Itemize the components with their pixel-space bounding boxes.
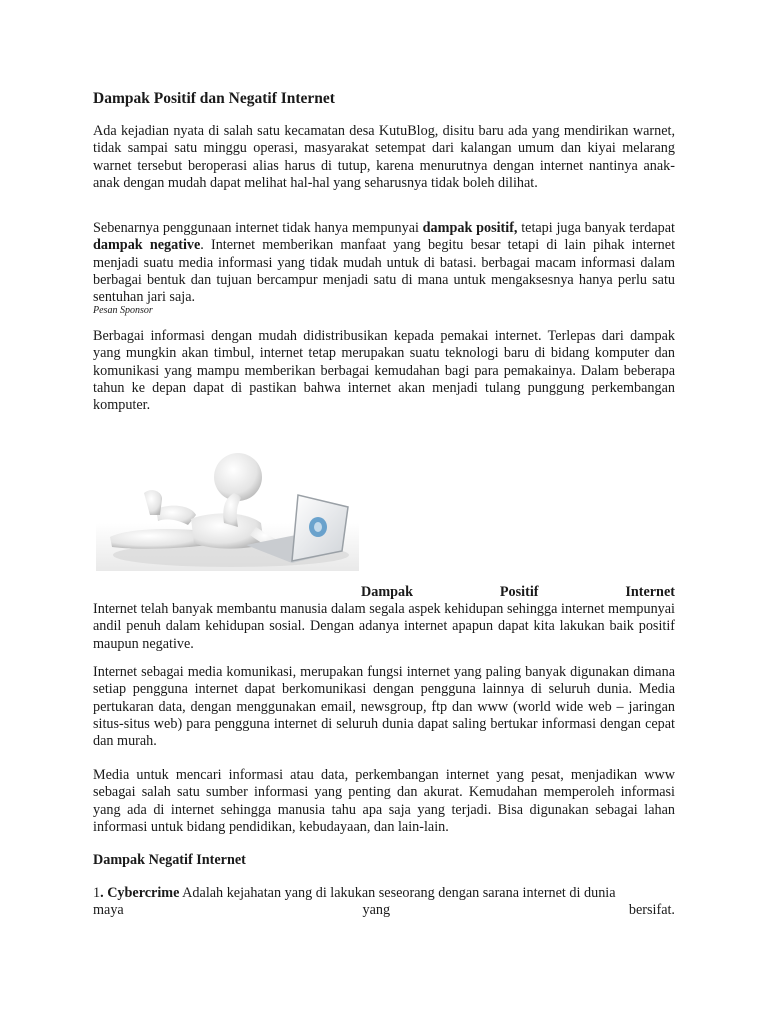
list-item-cybercrime-continued [93,902,675,919]
cybercrime-line2-word-3: bersifat. [628,902,675,918]
paragraph-overview-text-1: Sebenarnya penggunaan internet tidak hanya mempunyai [93,220,423,236]
positive-heading-word-1: Dampak [361,584,414,600]
cybercrime-term: . Cybercrime [100,885,180,901]
paragraph-overview-text-3: . Internet memberikan manfaat yang begitu besar tetapi di lain pihak internet menjadi suatu media informasi yang tidak mudah untuk di batasi. berbagai macam informasi dalam berbagai bentuk dan tujuan bercampur menjadi satu di mana untuk mengaksesnya hanya perlu satu sentuhan jari saja. [93,237,676,306]
paragraph-overview-text-2: tetapi juga banyak terdapat [517,220,675,236]
paragraph-distribution: Berbagai informasi dengan mudah didistribusikan kepada pemakai internet. Terlepas dari dampak yang mungkin akan timbul, internet tetap merupakan suatu teknologi baru di bidang komputer dan komunikasi yang mampu memberikan berbagai kemudahan bagi para pemakainya. Dalam beberapa tahun ke depan dapat di pastikan bahwa internet akan menjadi tulang punggung perkembangan komputer. [93,328,675,414]
list-item-cybercrime [93,885,675,902]
sponsor-label: Pesan Sponsor [93,305,153,316]
document-title: Dampak Positif dan Negatif Internet [93,90,335,107]
dampak-positif-emphasis: dampak positif, [422,220,518,236]
positive-impact-heading [361,584,675,601]
cybercrime-line2-word-2: yang [362,902,391,918]
cybercrime-line2-word-1: maya [93,902,124,918]
person-laptop-illustration [96,423,359,571]
paragraph-overview [93,220,675,306]
paragraph-positive-intro: Internet telah banyak membantu manusia dalam segala aspek kehidupan sehingga internet mempunyai andil penuh dalam kehidupan sosial. Dengan adanya internet apapun dapat kita lakukan baik positif maupun negative. [93,601,675,652]
cybercrime-definition: Adalah kejahatan yang di lakukan seseorang dengan sarana internet di dunia [179,885,616,901]
paragraph-information: Media untuk mencari informasi atau data, perkembangan internet yang pesat, menjadikan www sebagai salah satu sumber informasi yang penting dan akurat. Kemudahan memperoleh informasi yang ada di internet sehingga manusia tahu apa saja yang terjadi. Bisa digunakan sebagai lahan informasi untuk bidang pendidikan, kebudayaan, dan lain-lain. [93,767,675,835]
paragraph-communication: Internet sebagai media komunikasi, merupakan fungsi internet yang paling banyak digunakan dimana setiap pengguna internet dapat berkomunikasi dengan pengguna lainnya di seluruh dunia. Media pertukaran data, dengan menggunakan email, newsgroup, ftp dan www (world wide web – jaringan situs-situs web) para pengguna internet di seluruh dunia dapat saling bertukar informasi dengan cepat dan murah. [93,664,675,750]
paragraph-intro: Ada kejadian nyata di salah satu kecamatan desa KutuBlog, disitu baru ada yang mendirikan warnet, tidak sampai satu minggu operasi, masyarakat setempat dari kalangan umum dan kiyai melarang warnet tersebut beroperasi alias harus di tutup, karena menurutnya dengan internet nantinya anak-anak dengan mudah dapat melihat hal-hal yang seharusnya tidak boleh dilihat. [93,123,675,191]
positive-heading-word-2: Positif [499,584,539,600]
dampak-negative-emphasis: dampak negative [93,237,201,254]
figure-person-with-laptop [96,423,359,571]
positive-heading-word-3: Internet [625,584,675,600]
negative-impact-heading: Dampak Negatif Internet [93,852,246,868]
list-item-number: 1 [93,885,101,901]
